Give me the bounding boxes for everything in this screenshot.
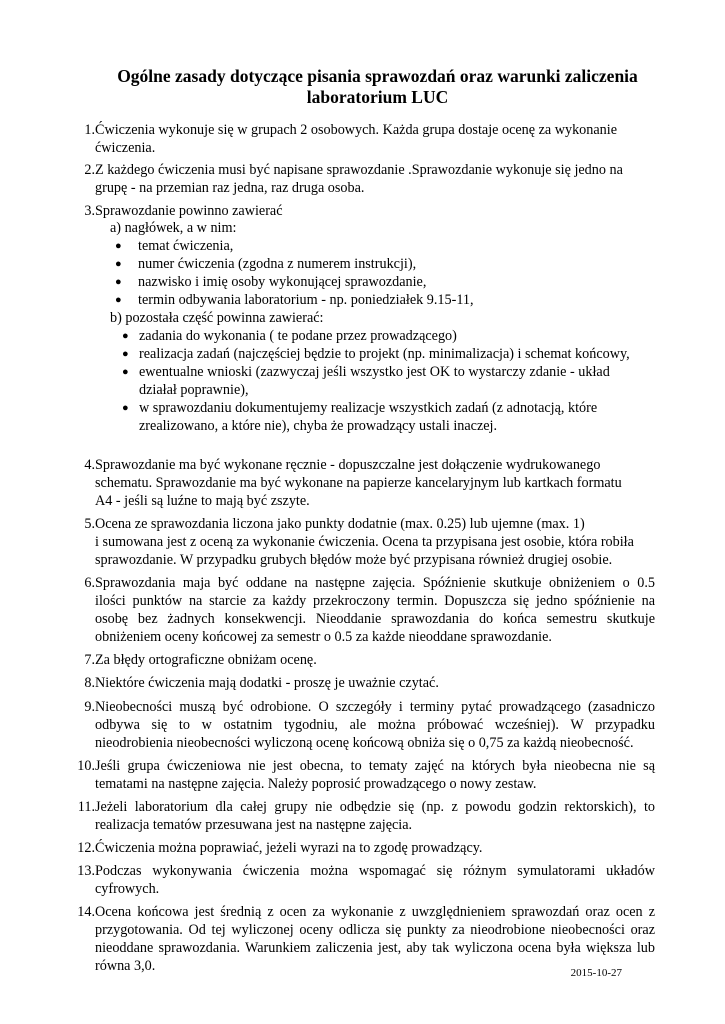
item-4-line-1: Sprawozdanie ma być wykonane ręcznie - dopuszczalne jest dołączenie wydrukowanego — [95, 457, 601, 473]
bullet-icon: ● — [122, 402, 129, 414]
item-number: 8. — [84, 675, 95, 691]
bullet-icon: ● — [122, 330, 129, 342]
bullet-icon: ● — [115, 294, 122, 306]
item-number: 14. — [77, 904, 95, 920]
item-14-line-1: Ocena końcowa jest średnią z ocen za wykonanie z uwzględnieniem sprawozdań oraz ocen z — [95, 904, 655, 920]
item-5-line-3: sprawozdanie. W przypadku grubych błędów może być przypisana również drugiej osobie. — [95, 552, 613, 568]
item-2-line-2: grupę - na przemian raz jedna, raz druga osoba. — [95, 180, 365, 196]
item-number: 2. — [84, 162, 95, 178]
item-6-line-4: obniżeniem oceny końcowej za semestr o 0.5 za każde nieoddane sprawozdanie. — [95, 629, 552, 645]
item-6-line-3: osobę bez żadnych konsekwencji. Nieoddanie sprawozdania do końca semestru skutkuje — [95, 611, 655, 627]
item-13-line-2: cyfrowych. — [95, 881, 160, 897]
item-number: 6. — [84, 575, 95, 591]
item-4-line-2: schematu. Sprawozdanie ma być wykonane na papierze kancelaryjnym lub kartkach formatu — [95, 475, 622, 491]
item-number: 13. — [77, 863, 95, 879]
item-3b-bullet: w sprawozdaniu dokumentujemy realizacje wszystkich zadań (z adnotacją, które — [139, 400, 598, 416]
title-line-2: laboratorium LUC — [306, 87, 449, 107]
page-title — [60, 66, 695, 108]
item-3a-bullet: termin odbywania laboratorium - np. poniedziałek 9.15-11, — [138, 292, 474, 308]
item-12-line-1: Ćwiczenia można poprawiać, jeżeli wyrazi na to zgodę prowadzący. — [95, 840, 483, 856]
item-3a-bullet: temat ćwiczenia, — [138, 238, 234, 254]
item-3b-label: b) pozostała część powinna zawierać: — [110, 310, 324, 326]
item-3b-bullet: realizacja zadań (najczęściej będzie to projekt (np. minimalizacja) i schemat końcowy, — [139, 346, 630, 362]
item-number: 10. — [77, 758, 95, 774]
item-number: 7. — [84, 652, 95, 668]
item-4-line-3: A4 - jeśli są luźne to mają być zszyte. — [95, 493, 310, 509]
item-2-line-1: Z każdego ćwiczenia musi być napisane sprawozdanie .Sprawozdanie wykonuje się jedno na — [95, 162, 623, 178]
item-6-line-2: ilości punktów na starcie za każdy przekroczony termin. Dopuszcza się jedno spóźnienie na — [95, 593, 655, 609]
bullet-icon: ● — [115, 276, 122, 288]
item-number: 1. — [84, 122, 95, 138]
item-10-line-2: tematami na następne zajęcia. Należy poprosić prowadzącego o nowy zestaw. — [95, 776, 537, 792]
item-10-line-1: Jeśli grupa ćwiczeniowa nie jest obecna, to tematy zajęć na których była nieobecna nie są — [95, 758, 655, 774]
item-3a-bullet: numer ćwiczenia (zgodna z numerem instrukcji), — [138, 256, 417, 272]
item-number: 11. — [77, 799, 95, 815]
item-11-line-2: realizacja tematów przesuwana jest na następne zajęcia. — [95, 817, 413, 833]
bullet-icon: ● — [122, 366, 129, 378]
item-14-line-3: nieoddane sprawozdania. Warunkiem zaliczenia jest, aby tak wyliczona ocena była większa lub — [95, 940, 655, 956]
item-number: 3. — [84, 203, 95, 219]
item-9-line-1: Nieobecności muszą być odrobione. O szczegóły i terminy pytać prowadzącego (zasadniczo — [95, 699, 655, 715]
item-6-line-1: Sprawozdania maja być oddane na następne zajęcia. Spóźnienie skutkuje obniżeniem o 0.5 — [95, 575, 655, 591]
title-line-1: Ogólne zasady dotyczące pisania sprawozdań oraz warunki zaliczenia — [117, 66, 638, 86]
item-3a-label: a) nagłówek, a w nim: — [110, 220, 237, 236]
item-3a-bullet: nazwisko i imię osoby wykonującej sprawozdanie, — [138, 274, 427, 290]
item-3b-bullet: ewentualne wnioski (zazwyczaj jeśli wszystko jest OK to wystarczy zdanie - układ — [139, 364, 610, 380]
item-5-line-2: i sumowana jest z oceną za wykonanie ćwiczenia. Ocena ta przypisana jest osobie, która robiła — [95, 534, 634, 550]
footer-date: 2015-10-27 — [570, 967, 622, 979]
item-13-line-1: Podczas wykonywania ćwiczenia można wspomagać się różnym symulatorami układów — [95, 863, 655, 879]
item-9-line-2: odbywa się to w ostatnim tygodniu, ale można próbować wcześniej). W przypadku — [95, 717, 655, 733]
item-number: 9. — [84, 699, 95, 715]
item-number: 5. — [84, 516, 95, 532]
bullet-icon: ● — [115, 240, 122, 252]
item-number: 12. — [77, 840, 95, 856]
item-number: 4. — [84, 457, 95, 473]
item-8-line-1: Niektóre ćwiczenia mają dodatki - proszę je uważnie czytać. — [95, 675, 439, 691]
item-11-line-1: Jeżeli laboratorium dla całej grupy nie odbędzie się (np. z powodu godzin rektorskich), to — [95, 799, 655, 815]
bullet-icon: ● — [115, 258, 122, 270]
item-5-line-1: Ocena ze sprawozdania liczona jako punkty dodatnie (max. 0.25) lub ujemne (max. 1) — [95, 516, 585, 532]
bullet-icon: ● — [122, 348, 129, 360]
item-14-line-4: równa 3,0. — [95, 958, 156, 974]
item-9-line-3: nieodrobienia nieobecności wyliczoną ocenę końcową obniża się o 0,75 za każdą nieobecność. — [95, 735, 634, 751]
item-7-line-1: Za błędy ortograficzne obniżam ocenę. — [95, 652, 317, 668]
item-3b-bullet-cont: zrealizowano, a które nie), chyba że prowadzący ustali inaczej. — [139, 418, 498, 434]
item-14-line-2: przygotowania. Od tej wyliczonej oceny odlicza się punkty za nieodrobione nieobecności oraz — [95, 922, 655, 938]
item-1-line-2: ćwiczenia. — [95, 140, 156, 156]
item-3-line-1: Sprawozdanie powinno zawierać — [95, 203, 283, 219]
item-1-line-1: Ćwiczenia wykonuje się w grupach 2 osobowych. Każda grupa dostaje ocenę za wykonanie — [95, 122, 618, 138]
item-3b-bullet: zadania do wykonania ( te podane przez prowadzącego) — [139, 328, 457, 344]
item-3b-bullet-cont: działał poprawnie), — [139, 382, 249, 398]
